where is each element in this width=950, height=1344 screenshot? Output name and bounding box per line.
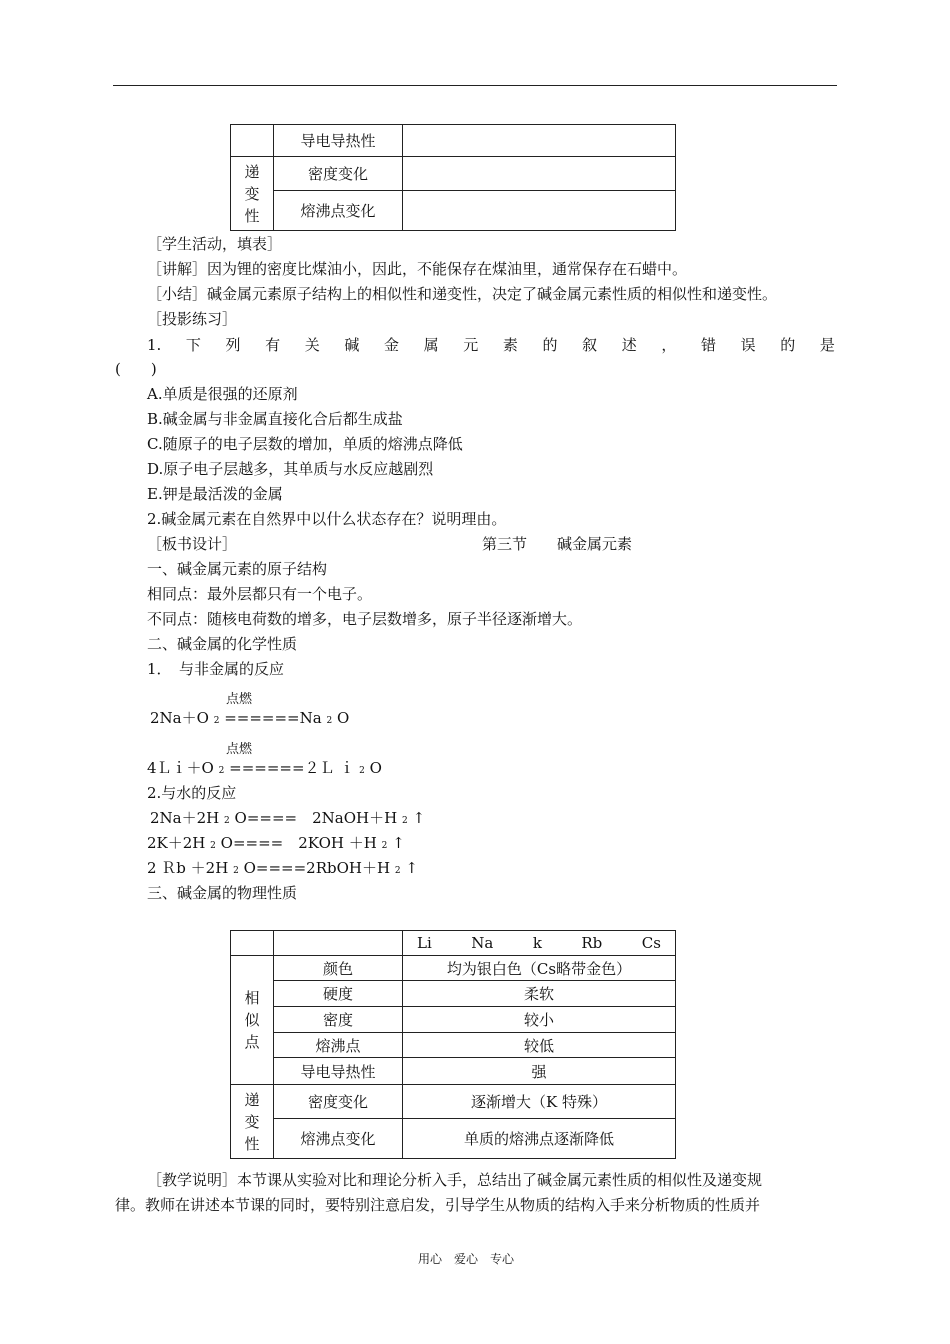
subheading-water: 2.与水的反应 — [147, 784, 237, 802]
element-na: Na — [471, 934, 494, 952]
prop-label: 硬度 — [274, 981, 403, 1007]
subheading-nonmetal: 1． 与非金属的反应 — [147, 660, 285, 678]
option-e: E.钾是最活泼的金属 — [147, 485, 283, 503]
element-rb: Rb — [581, 934, 603, 952]
heading-physical: 三、碱金属的物理性质 — [147, 884, 298, 902]
empty-cell — [403, 191, 676, 231]
diff-point: 不同点：随核电荷数的增多，电子层数增多，原子半径逐渐增大。 — [147, 610, 583, 628]
row-label: 密度变化 — [274, 157, 403, 191]
lecture-text: ［讲解］因为锂的密度比煤油小，因此，不能保存在煤油里，通常保存在石蜡中。 — [147, 260, 688, 278]
projection-heading: ［投影练习］ — [147, 310, 238, 328]
group-label-similar: 相 似 点 — [231, 956, 274, 1085]
equation-rb-water: 2 Ｒb ＋2H 2 O====2RbOH＋H 2 ↑ — [147, 859, 418, 877]
empty-cell — [403, 157, 676, 191]
equation-na-water: 2Na＋2H 2 O==== 2NaOH＋H 2 ↑ — [150, 809, 426, 827]
prop-label: 密度 — [274, 1007, 403, 1033]
student-activity: ［学生活动，填表］ — [147, 235, 283, 253]
prop-value: 逐渐增大（K 特殊） — [403, 1085, 676, 1119]
prop-value: 均为银白色（Cs略带金色） — [403, 956, 676, 981]
teaching-note-line1: ［教学说明］本节课从实验对比和理论分析入手，总结出了碱金属元素性质的相似性及递变规 — [147, 1171, 763, 1189]
physical-property-table — [230, 930, 676, 1159]
element-k: k — [532, 934, 542, 952]
prop-value: 较低 — [403, 1033, 676, 1058]
page-footer: 用心 爱心 专心 — [418, 1252, 515, 1266]
empty-cell — [231, 931, 274, 956]
empty-cell — [231, 125, 274, 157]
equation-na-o2: 2Na＋O 2 ======Na 2 O — [150, 709, 350, 727]
board-design-heading: ［板书设计］ — [147, 535, 238, 553]
prop-label: 导电导热性 — [274, 1058, 403, 1085]
prop-label: 熔沸点变化 — [274, 1119, 403, 1159]
prop-value: 单质的熔沸点逐渐降低 — [403, 1119, 676, 1159]
prop-label: 颜色 — [274, 956, 403, 981]
condition-ignite: 点燃 — [226, 692, 253, 707]
question-1-paren: ( ) — [115, 360, 157, 378]
row-label: 导电导热性 — [274, 125, 403, 157]
group-label-gradient: 递 变 性 — [231, 1085, 274, 1159]
equation-k-water: 2K＋2H 2 O==== 2KOH ＋H 2 ↑ — [147, 834, 405, 852]
element-cs: Cs — [641, 934, 661, 952]
element-li: Li — [417, 934, 432, 952]
header-rule — [113, 85, 837, 86]
group-label-gradient: 递 变 性 — [231, 157, 274, 231]
question-1: 1. 下 列 有 关 碱 金 属 元 素 的 叙 述 ， 错 误 的 是 — [147, 336, 835, 354]
question-2: 2.碱金属元素在自然界中以什么状态存在？说明理由。 — [147, 510, 507, 528]
option-d: D.原子电子层越多，其单质与水反应越剧烈 — [147, 460, 434, 478]
option-a: A.单质是很强的还原剂 — [147, 385, 298, 403]
same-point: 相同点：最外层都只有一个电子。 — [147, 585, 373, 603]
prop-value: 柔软 — [403, 981, 676, 1007]
condition-ignite: 点燃 — [226, 742, 253, 757]
prop-value: 较小 — [403, 1007, 676, 1033]
row-label: 熔沸点变化 — [274, 191, 403, 231]
teaching-note-line2: 律。教师在讲述本节课的同时，要特别注意启发，引导学生从物质的结构入手来分析物质的性质并 — [115, 1196, 761, 1214]
heading-structure: 一、碱金属元素的原子结构 — [147, 560, 328, 578]
prop-label: 熔沸点 — [274, 1033, 403, 1058]
property-table-top — [230, 124, 676, 231]
empty-cell — [403, 125, 676, 157]
section-title: 第三节 碱金属元素 — [482, 535, 633, 553]
element-header — [403, 931, 676, 956]
option-c: C.随原子的电子层数的增加，单质的熔沸点降低 — [147, 435, 463, 453]
option-b: B.碱金属与非金属直接化合后都生成盐 — [147, 410, 403, 428]
equation-li-o2: 4Ｌｉ＋O 2 ======２Ｌ ｉ 2 O — [147, 759, 382, 777]
prop-label: 密度变化 — [274, 1085, 403, 1119]
summary-text: ［小结］碱金属元素原子结构上的相似性和递变性，决定了碱金属元素性质的相似性和递变性。 — [147, 285, 778, 303]
prop-value: 强 — [403, 1058, 676, 1085]
empty-cell — [274, 931, 403, 956]
heading-chemical: 二、碱金属的化学性质 — [147, 635, 298, 653]
